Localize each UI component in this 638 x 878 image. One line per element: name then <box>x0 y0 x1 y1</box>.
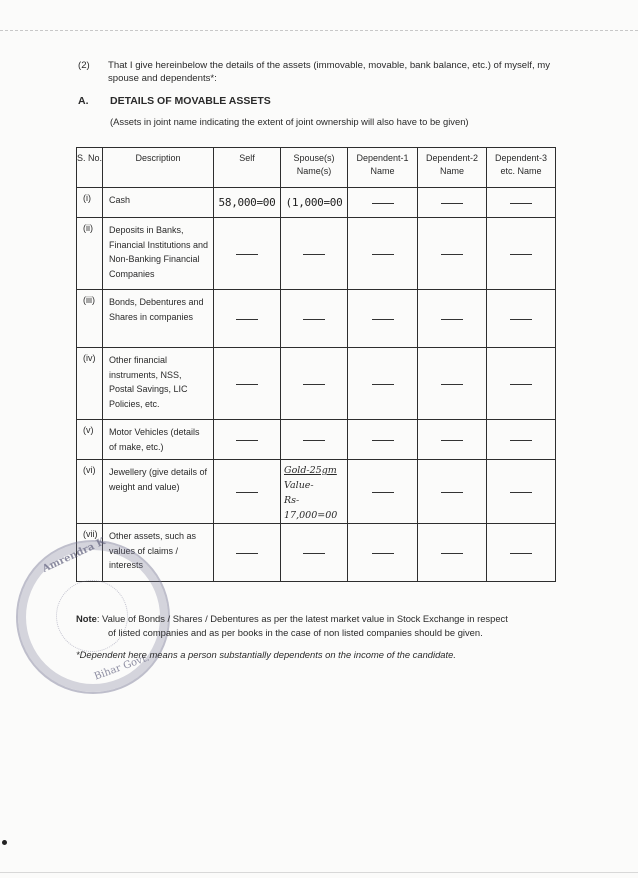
spouse-value <box>281 420 348 460</box>
dash-mark <box>236 384 258 385</box>
dash-mark <box>372 384 394 385</box>
dash-mark <box>372 203 394 204</box>
table-row <box>77 348 556 420</box>
table-row <box>77 290 556 348</box>
intro-number: (2) <box>78 60 90 71</box>
self-cash-value: 58,000=00 <box>218 196 276 209</box>
dep3-value <box>487 460 556 524</box>
spouse-jewellery-value <box>281 460 348 524</box>
self-value <box>214 348 281 420</box>
note-text-1: : Value of Bonds / Shares / Debentures as per the latest market value in Stock Exchange in respect <box>96 613 508 624</box>
dash-mark <box>510 492 532 493</box>
top-border-line <box>0 30 638 31</box>
row-sno: (ii) <box>77 218 103 290</box>
table-row <box>77 420 556 460</box>
row-description: Motor Vehicles (details of make, etc.) <box>103 420 214 460</box>
dash-mark <box>303 384 325 385</box>
dependent-footnote: *Dependent here means a person substantially dependents on the income of the candidate. <box>76 649 456 660</box>
dep3-value <box>487 348 556 420</box>
jewellery-value-amount: Rs-17,000=00 <box>284 495 338 521</box>
row-sno: (v) <box>77 420 103 460</box>
dash-mark <box>236 254 258 255</box>
row-sno: (i) <box>77 188 103 218</box>
dash-mark <box>372 492 394 493</box>
scan-speck <box>2 840 7 845</box>
dep2-value <box>418 188 487 218</box>
spouse-value <box>281 188 348 218</box>
movable-assets-table <box>76 147 556 582</box>
dep1-value <box>348 524 418 582</box>
dep1-value <box>348 290 418 348</box>
dep2-value <box>418 420 487 460</box>
self-value <box>214 290 281 348</box>
spouse-cash-value: (1,000=00 <box>285 196 343 209</box>
dep1-value <box>348 188 418 218</box>
dash-mark <box>236 492 258 493</box>
dash-mark <box>236 319 258 320</box>
note-label: Note <box>76 613 97 624</box>
dep3-value <box>487 218 556 290</box>
table-row <box>77 218 556 290</box>
section-note: (Assets in joint name indicating the extent of joint ownership will also have to be given) <box>110 116 469 127</box>
dash-mark <box>372 440 394 441</box>
dash-mark <box>372 254 394 255</box>
self-value <box>214 460 281 524</box>
self-value <box>214 524 281 582</box>
spouse-value <box>281 290 348 348</box>
note-line-1 <box>76 612 566 626</box>
bottom-border-line <box>0 872 638 873</box>
self-value <box>214 188 281 218</box>
dash-mark <box>303 553 325 554</box>
dep1-value <box>348 348 418 420</box>
header-dependent-3: Dependent-3 etc. Name <box>487 148 556 188</box>
header-dependent-2: Dependent-2 Name <box>418 148 487 188</box>
row-description: Deposits in Banks, Financial Institutions and Non-Banking Financial Companies <box>103 218 214 290</box>
dash-mark <box>236 553 258 554</box>
header-self: Self <box>214 148 281 188</box>
dep2-value <box>418 460 487 524</box>
self-value <box>214 218 281 290</box>
dash-mark <box>510 254 532 255</box>
dep3-value <box>487 420 556 460</box>
header-sno: S. No. <box>77 148 103 188</box>
row-sno: (iv) <box>77 348 103 420</box>
dep3-value <box>487 290 556 348</box>
dash-mark <box>372 553 394 554</box>
dash-mark <box>441 384 463 385</box>
header-spouse: Spouse(s) Name(s) <box>281 148 348 188</box>
header-dependent-1: Dependent-1 Name <box>348 148 418 188</box>
spouse-value <box>281 218 348 290</box>
dash-mark <box>510 384 532 385</box>
seal-text-top: Amrendra K <box>40 536 108 575</box>
dep2-value <box>418 348 487 420</box>
dep1-value <box>348 460 418 524</box>
intro-paragraph <box>78 60 573 85</box>
spouse-value <box>281 524 348 582</box>
dash-mark <box>441 203 463 204</box>
dash-mark <box>303 319 325 320</box>
dep2-value <box>418 218 487 290</box>
self-value <box>214 420 281 460</box>
row-description: Bonds, Debentures and Shares in companies <box>103 290 214 348</box>
jewellery-weight: Gold-25gm <box>284 465 337 476</box>
dash-mark <box>441 492 463 493</box>
row-description: Other assets, such as values of claims / interests <box>103 524 214 582</box>
dep1-value <box>348 218 418 290</box>
dash-mark <box>236 440 258 441</box>
dash-mark <box>372 319 394 320</box>
dash-mark <box>441 553 463 554</box>
footnotes <box>76 612 566 662</box>
row-description: Other financial instruments, NSS, Postal Savings, LIC Policies, etc. <box>103 348 214 420</box>
section-title: DETAILS OF MOVABLE ASSETS <box>110 95 271 107</box>
dash-mark <box>303 440 325 441</box>
dash-mark <box>441 440 463 441</box>
dep3-value <box>487 188 556 218</box>
jewellery-value-label: Value- <box>284 480 314 491</box>
header-description: Description <box>103 148 214 188</box>
dep1-value <box>348 420 418 460</box>
table-row <box>77 460 556 524</box>
dash-mark <box>510 319 532 320</box>
dash-mark <box>510 203 532 204</box>
seal-text-bottom: Bihar Govt. <box>92 652 151 683</box>
dash-mark <box>441 319 463 320</box>
dash-mark <box>510 553 532 554</box>
dash-mark <box>510 440 532 441</box>
section-letter: A. <box>78 95 89 107</box>
dep3-value <box>487 524 556 582</box>
spouse-value <box>281 348 348 420</box>
row-sno: (iii) <box>77 290 103 348</box>
table-header-row <box>77 148 556 188</box>
note-line-2: of listed companies and as per books in the case of non listed companies should be given. <box>108 626 483 638</box>
dep2-value <box>418 290 487 348</box>
row-sno: (vi) <box>77 460 103 524</box>
intro-text: That I give hereinbelow the details of the assets (immovable, movable, bank balance, etc.) of myself, my spouse and dependents*: <box>108 60 551 84</box>
row-description: Cash <box>103 188 214 218</box>
table-row <box>77 188 556 218</box>
dash-mark <box>303 254 325 255</box>
row-sno: (vii) <box>77 524 103 582</box>
dash-mark <box>441 254 463 255</box>
row-description: Jewellery (give details of weight and value) <box>103 460 214 524</box>
dep2-value <box>418 524 487 582</box>
